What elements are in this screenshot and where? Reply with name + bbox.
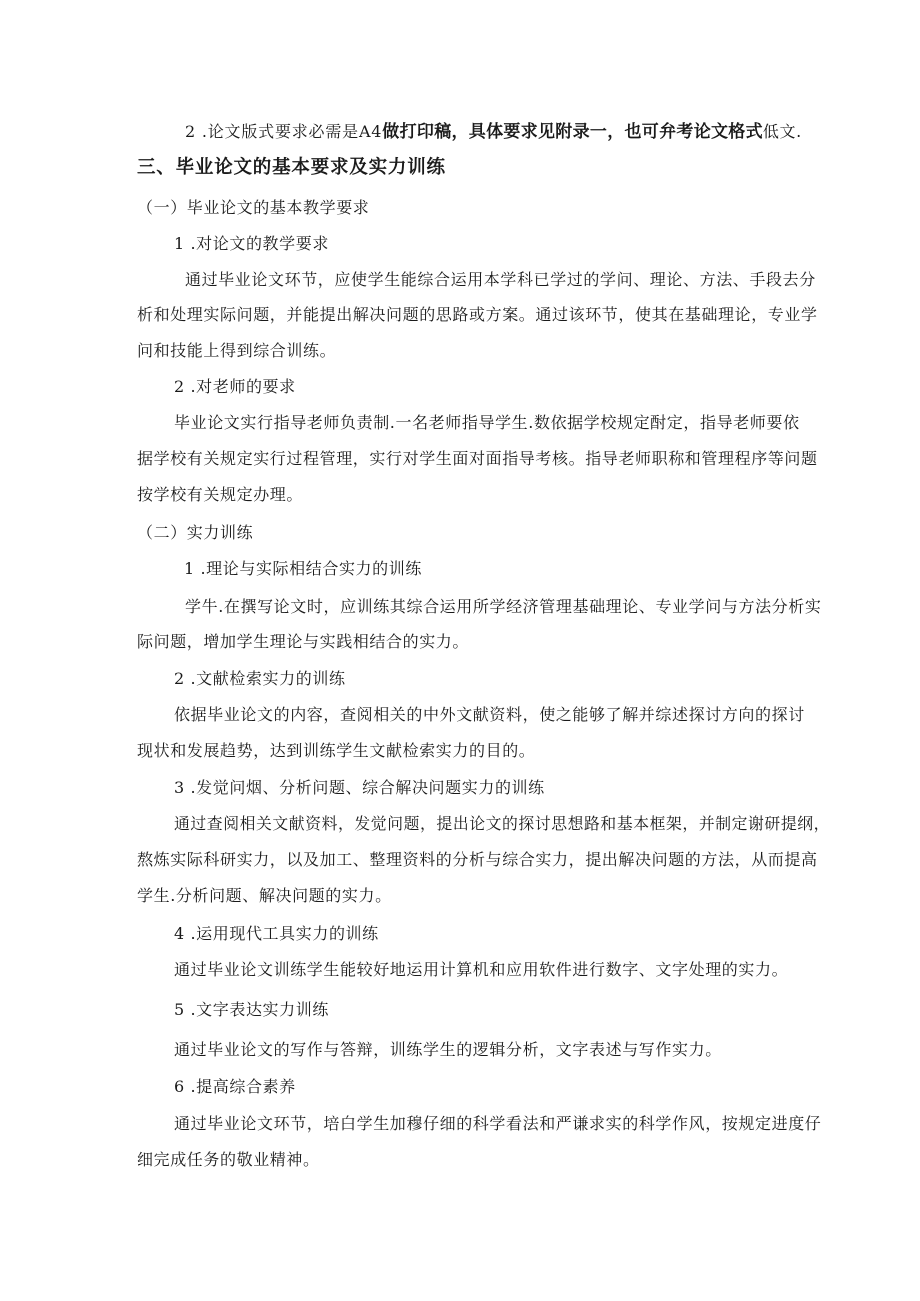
format-requirement-bold: 做打印稿，具体要求见附录一，也可弁考论文格式 [382,122,763,142]
format-requirement-line [185,122,802,142]
paragraph-line: 毕业论文实行指导老师负责制.一名老师指导学生.数依据学校规定酎定，指导老师要依 [174,413,800,432]
format-requirement-prefix: 2 .论文版式要求必需是A4 [185,122,383,141]
paragraph-line: 按学校有关规定办理。 [137,485,304,504]
paragraph-line: 问和技能上得到综合训练。 [137,341,337,360]
paragraph-line: 通过毕业论文环节，培白学生加穆仔细的科学看法和严谦求实的科学作风，按规定进度仔 [174,1114,822,1133]
paragraph-line: 熬炼实际科研实力，以及加工、整理资料的分析与综合实力，提出解决问题的方法，从而提高 [137,850,818,869]
paragraph-line: 通过毕业论文的写作与答辩，训练学生的逻辑分析，文字表述与写作实力。 [174,1040,722,1059]
paragraph-line: 际问题，增加学生理论与实践相结合的实力。 [137,632,470,651]
item-heading: 1 .理论与实际相结合实力的训练 [184,559,422,578]
paragraph-line: 学牛.在撰写论文时，应训练其综合运用所学经济管理基础理论、专业学问与方法分析实 [185,597,822,616]
item-heading: 3 .发觉问烟、分析问题、综合解决问题实力的训练 [174,778,545,797]
paragraph-line: 通过毕业论文训练学生能较好地运用计算机和应用软件进行数字、文字处理的实力。 [174,960,789,979]
paragraph-line: 析和处理实际问题，并能提出解决问题的思路或方案。通过该环节，使其在基础理论，专业学 [137,305,818,324]
paragraph-line: 细完成任务的敬业精神。 [137,1150,320,1169]
item-heading: 5 .文字表达实力训练 [174,1000,329,1019]
format-requirement-suffix: 低文. [762,122,802,141]
item-heading: 2 .对老师的要求 [174,377,296,396]
item-heading: 6 .提高综合素养 [174,1077,296,1096]
item-heading: 1 .对论文的教学要求 [174,234,329,253]
paragraph-line: 学生.分析问题、解决问题的实力。 [137,886,392,905]
item-heading: 4 .运用现代工具实力的训练 [174,924,379,943]
paragraph-line: 依据毕业论文的内容，查阅相关的中外文献资料，使之能够了解并综述探讨方向的探讨 [174,705,805,724]
paragraph-line: 通过毕业论文环节，应使学生能综合运用本学科已学过的学问、理论、方法、手段去分 [185,270,816,289]
paragraph-line: 现状和发展趋势，达到训练学生文献检索实力的目的。 [137,741,536,760]
subsection-heading-2: （二）实力训练 [137,523,254,542]
subsection-heading-1: （一）毕业论文的基本教学要求 [137,198,370,217]
item-heading: 2 .文献检索实力的训练 [174,669,346,688]
paragraph-line: 通过查阅相关文献资料，发觉问题，提出论文的探讨思想路和基本框架，并制定谢研提纲， [174,814,831,833]
section-heading: 三、毕业论文的基本要求及实力训练 [137,157,446,178]
paragraph-line: 据学校有关规定实行过程管理，实行对学生面对面指导考核。指导老师职称和管理程序等问题 [137,449,818,468]
